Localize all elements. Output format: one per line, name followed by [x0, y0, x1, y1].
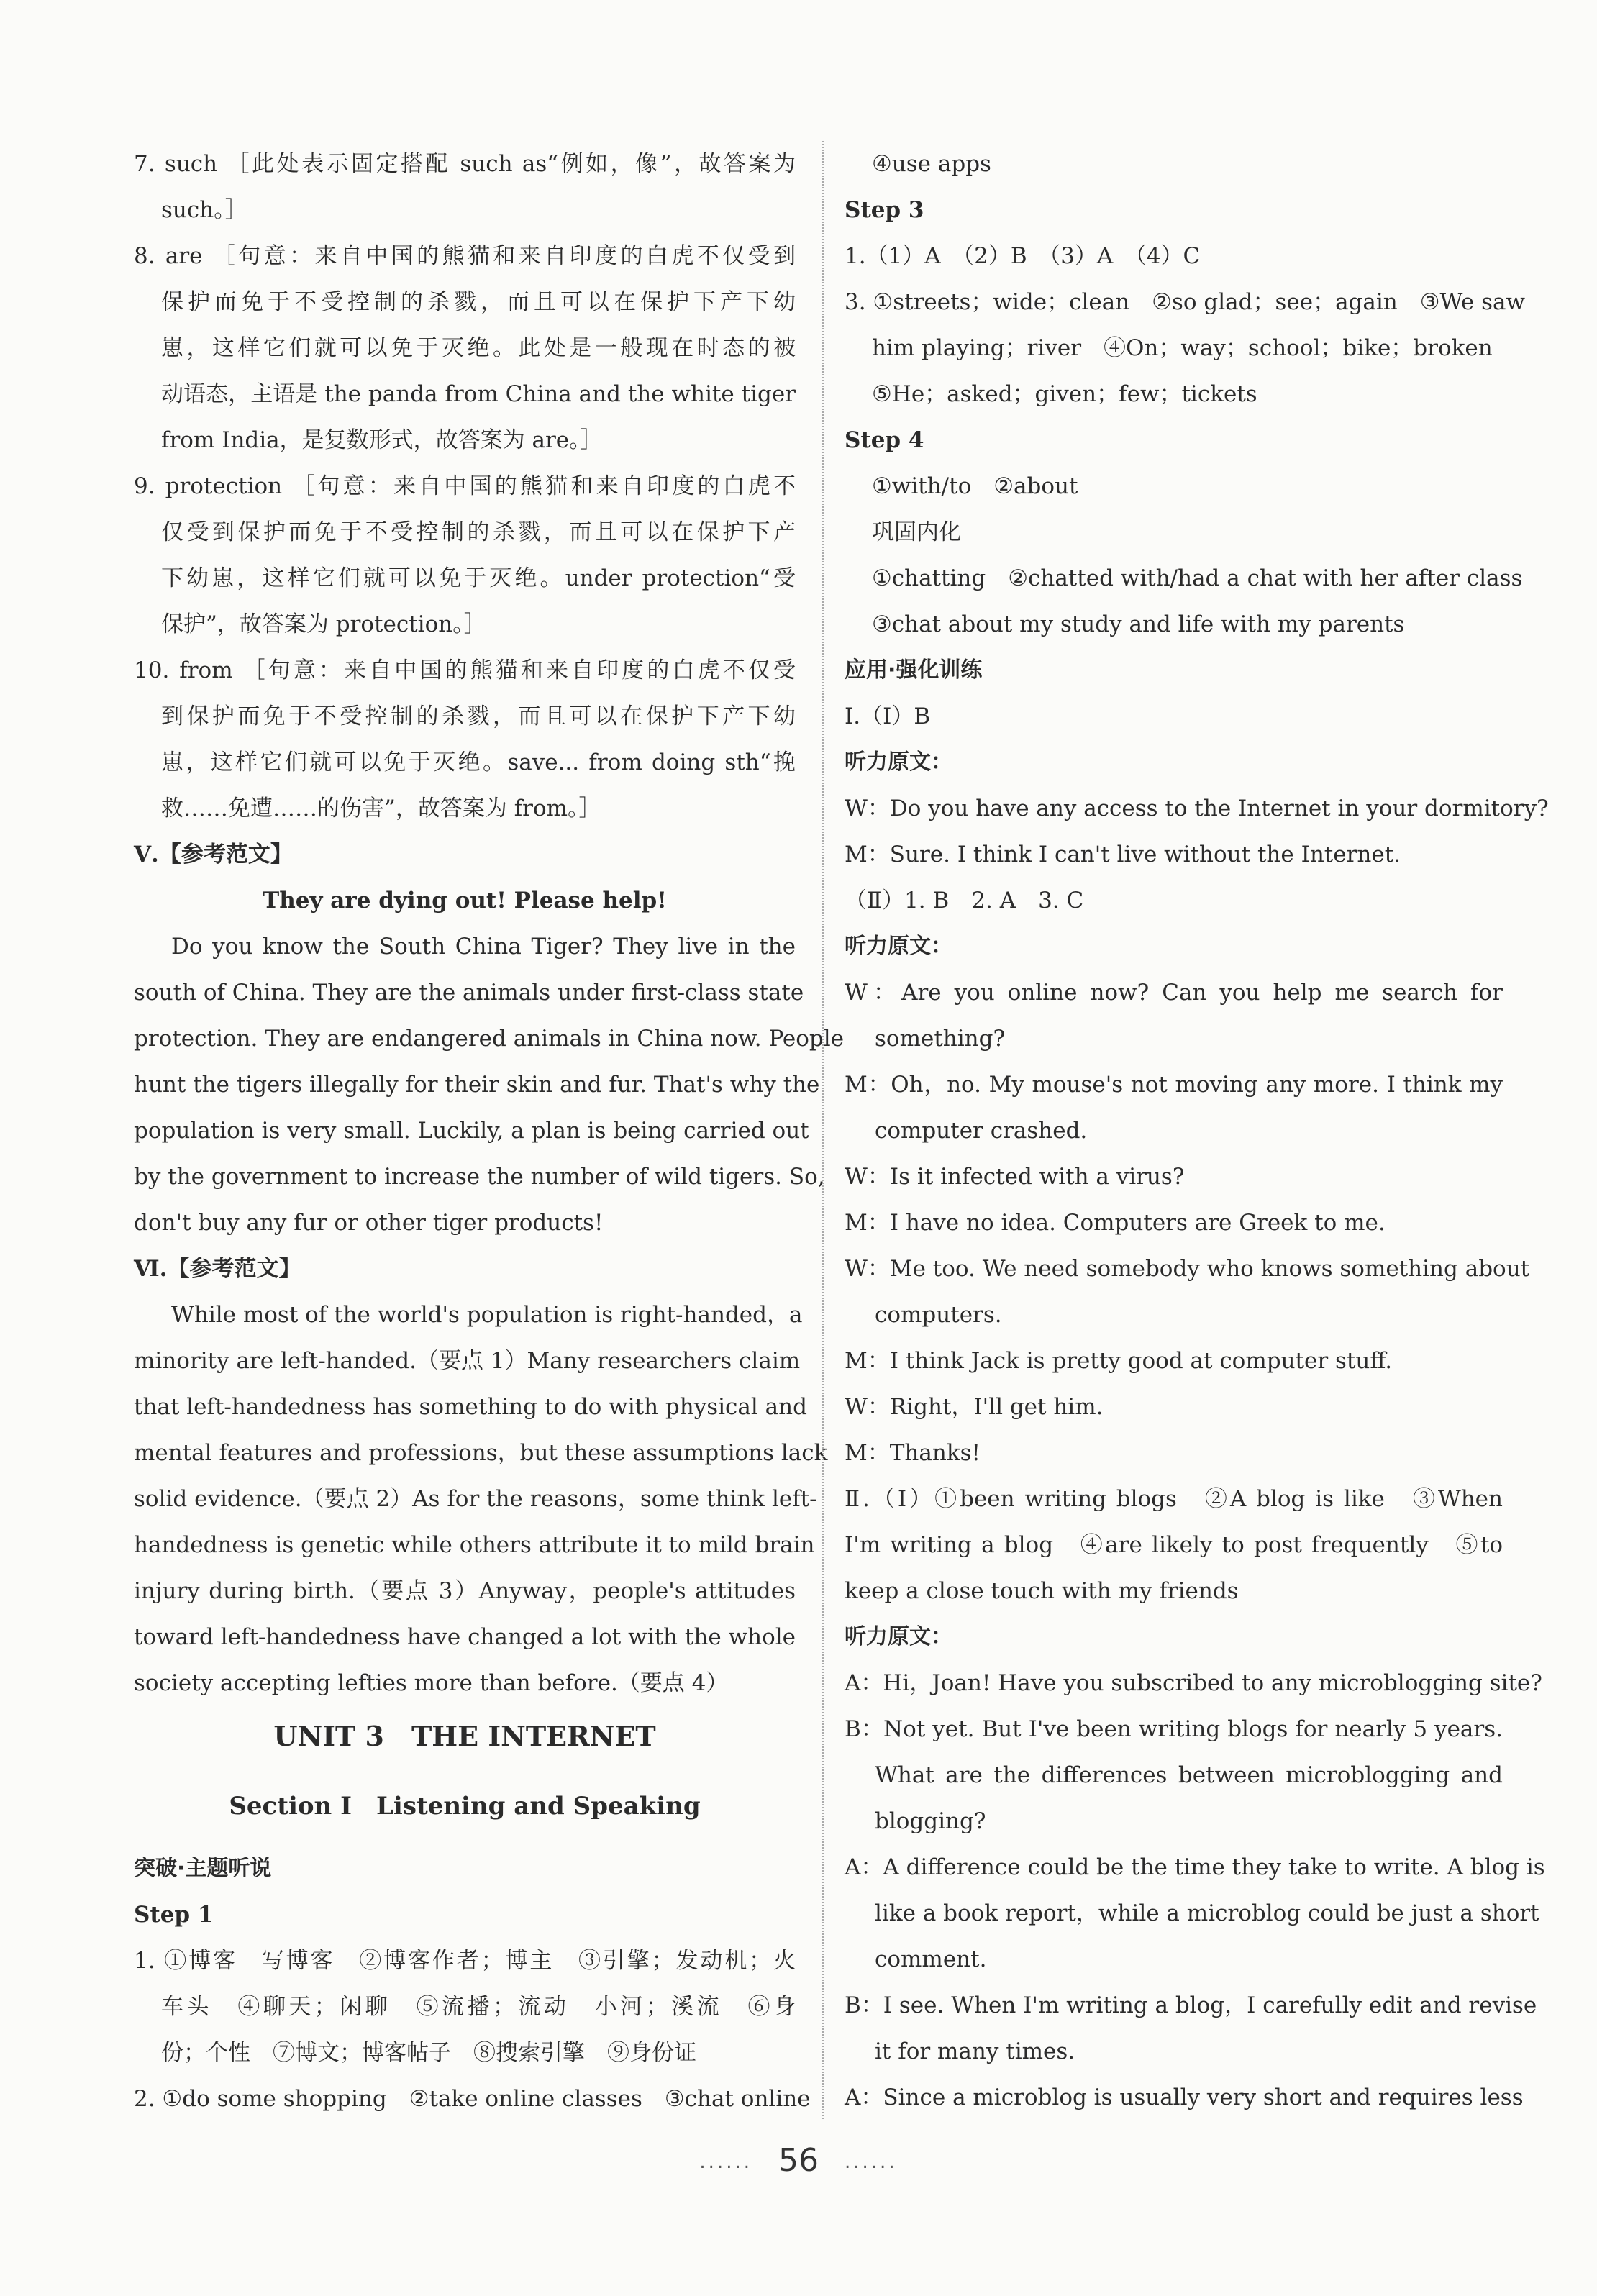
- footer-dots-right: ......: [845, 2151, 898, 2173]
- text-line: M：Oh，no. My mouse's not moving any more. I think my: [845, 1072, 1503, 1098]
- section-heading: 听力原文：: [845, 750, 952, 775]
- text-line: from India，是复数形式，故答案为 are。］: [161, 427, 603, 453]
- text-line: 7. such ［此处表示固定搭配 such as“例如，像”，故答案为: [134, 151, 796, 177]
- text-line: M：I think Jack is pretty good at computer stuff.: [845, 1348, 1393, 1374]
- text-line: 保护而免于不受控制的杀戮，而且可以在保护下产下幼: [161, 289, 796, 315]
- section-heading: 应用·强化训练: [845, 657, 983, 683]
- text-line: blogging?: [875, 1808, 986, 1834]
- text-line: 动语态，主语是 the panda from China and the white tiger: [161, 381, 796, 407]
- text-line: W：Is it infected with a virus?: [845, 1164, 1185, 1190]
- section-heading: 突破·主题听说: [134, 1856, 272, 1881]
- text-line: ③chat about my study and life with my parents: [872, 611, 1405, 637]
- text-line: 8. are ［句意：来自中国的熊猫和来自印度的白虎不仅受到: [134, 243, 796, 269]
- text-line: W：Right，I'll get him.: [845, 1394, 1104, 1420]
- paragraph-first-line: While most of the world's population is right-handed，a: [171, 1302, 803, 1328]
- essay-title: They are dying out! Please help!: [263, 888, 667, 914]
- text-line: 3. ①streets；wide；clean ②so glad；see；again ③We saw: [845, 289, 1526, 315]
- text-line: Ⅴ.【参考范文】: [134, 842, 293, 867]
- unit-title: UNIT 3 THE INTERNET: [273, 1720, 656, 1752]
- text-line: 9. protection ［句意：来自中国的熊猫和来自印度的白虎不: [134, 473, 796, 499]
- section-heading: 听力原文：: [845, 1624, 952, 1649]
- text-line: ⑤He；asked；given；few；tickets: [872, 381, 1257, 407]
- text-line: toward left-handedness have changed a lot with the whole: [134, 1624, 796, 1650]
- page-number: 56: [778, 2142, 819, 2179]
- text-line: I'm writing a blog ④are likely to post frequently ⑤to: [845, 1532, 1503, 1558]
- text-line: computers.: [875, 1302, 1002, 1328]
- text-line: B：I see. When I'm writing a blog，I carefully edit and revise: [845, 1992, 1537, 2018]
- text-line: 崽，这样它们就可以免于灭绝。save... from doing sth“挽: [161, 750, 796, 775]
- text-line: something?: [875, 1026, 1006, 1052]
- text-line: comment.: [875, 1946, 987, 1972]
- text-line: 保护”，故答案为 protection。］: [161, 611, 486, 637]
- text-line: M：Sure. I think I can't live without the Internet.: [845, 842, 1401, 867]
- text-line: keep a close touch with my friends: [845, 1578, 1239, 1604]
- text-line: computer crashed.: [875, 1118, 1088, 1144]
- text-line: don't buy any fur or other tiger products!: [134, 1210, 604, 1236]
- text-line: Step 4: [845, 427, 924, 453]
- text-line: society accepting lefties more than before.（要点 4）: [134, 1670, 729, 1696]
- text-line: Ⅵ.【参考范文】: [134, 1256, 301, 1282]
- text-line: 份；个性 ⑦博文；博客帖子 ⑧搜索引擎 ⑨身份证: [161, 2040, 696, 2066]
- text-line: mental features and professions，but these assumptions lack: [134, 1440, 828, 1466]
- left-column: [134, 141, 845, 2122]
- text-line: 1. ①博客 写博客 ②博客作者；博主 ③引擎；发动机；火: [134, 1948, 796, 1974]
- text-line: W：Me too. We need somebody who knows something about: [845, 1256, 1530, 1282]
- text-line: Ⅱ.（Ⅰ）①been writing blogs ②A blog is like ③When: [845, 1486, 1503, 1512]
- text-line: by the government to increase the number of wild tigers. So,: [134, 1164, 825, 1190]
- column-divider: [822, 141, 824, 2119]
- text-line: such。］: [161, 197, 247, 223]
- text-line: 崽，这样它们就可以免于灭绝。此处是一般现在时态的被: [161, 335, 796, 361]
- text-line: 车头 ④聊天；闲聊 ⑤流播；流动 小河；溪流 ⑥身: [161, 1994, 796, 2020]
- text-line: W：Do you have any access to the Internet in your dormitory?: [845, 796, 1549, 821]
- text-line: hunt the tigers illegally for their skin and fur. That's why the: [134, 1072, 820, 1098]
- text-line: W：Are you online now? Can you help me search for: [845, 980, 1503, 1006]
- right-column: [845, 141, 1549, 2120]
- text-line: 下幼崽，这样它们就可以免于灭绝。under protection“受: [161, 565, 796, 591]
- text-line: A：A difference could be the time they take to write. A blog is: [845, 1854, 1545, 1880]
- text-line: 救……免遭……的伤害”，故答案为 from。］: [161, 796, 601, 821]
- text-line: south of China. They are the animals under first-class state: [134, 980, 804, 1006]
- text-line: him playing；river ④On；way；school；bike；broken: [872, 335, 1493, 361]
- text-line: ①with/to ②about: [872, 473, 1078, 499]
- text-line: minority are left-handed.（要点 1）Many researchers claim: [134, 1348, 801, 1374]
- text-line: （Ⅱ）1. B 2. A 3. C: [845, 888, 1084, 914]
- text-line: 仅受到保护而免于不受控制的杀戮，而且可以在保护下产: [161, 519, 796, 545]
- text-line: ④use apps: [872, 151, 991, 177]
- text-line: handedness is genetic while others attribute it to mild brain: [134, 1532, 815, 1558]
- text-line: A：Since a microblog is usually very short and requires less: [845, 2085, 1524, 2110]
- text-line: A：Hi，Joan! Have you subscribed to any microblogging site?: [845, 1670, 1542, 1696]
- text-line: protection. They are endangered animals in China now. People: [134, 1026, 845, 1052]
- text-line: M：I have no idea. Computers are Greek to me.: [845, 1210, 1386, 1236]
- text-line: 巩固内化: [872, 519, 961, 545]
- text-line: Ⅰ.（Ⅰ）B: [845, 703, 931, 729]
- text-line: like a book report，while a microblog could be just a short: [875, 1900, 1539, 1926]
- text-line: it for many times.: [875, 2038, 1075, 2064]
- text-line: 2. ①do some shopping ②take online classes ③chat online: [134, 2086, 811, 2112]
- paragraph-first-line: Do you know the South China Tiger? They live in the: [171, 934, 796, 960]
- text-line: 1.（1）A （2）B （3）A （4）C: [845, 243, 1201, 269]
- text-line: What are the differences between microblogging and: [875, 1762, 1503, 1788]
- footer-dots-left: ......: [699, 2151, 752, 2173]
- section-title: Section Ⅰ Listening and Speaking: [229, 1792, 701, 1821]
- section-heading: 听力原文：: [845, 934, 952, 959]
- text-line: ①chatting ②chatted with/had a chat with her after class: [872, 565, 1523, 591]
- page-footer: [0, 2142, 1597, 2179]
- text-line: Step 3: [845, 197, 924, 223]
- text-line: injury during birth.（要点 3）Anyway，people's attitudes: [134, 1578, 796, 1604]
- text-line: M：Thanks!: [845, 1440, 981, 1466]
- text-line: [134, 924, 796, 970]
- text-line: that left-handedness has something to do with physical and: [134, 1394, 807, 1420]
- text-line: [134, 1292, 803, 1338]
- text-line: B：Not yet. But I've been writing blogs for nearly 5 years.: [845, 1716, 1503, 1742]
- text-line: solid evidence.（要点 2）As for the reasons，some think left-: [134, 1486, 817, 1512]
- text-line: 10. from ［句意：来自中国的熊猫和来自印度的白虎不仅受: [134, 657, 796, 683]
- text-line: 到保护而免于不受控制的杀戮，而且可以在保护下产下幼: [161, 703, 796, 729]
- text-line: population is very small. Luckily, a plan is being carried out: [134, 1118, 809, 1144]
- text-line: Step 1: [134, 1902, 214, 1928]
